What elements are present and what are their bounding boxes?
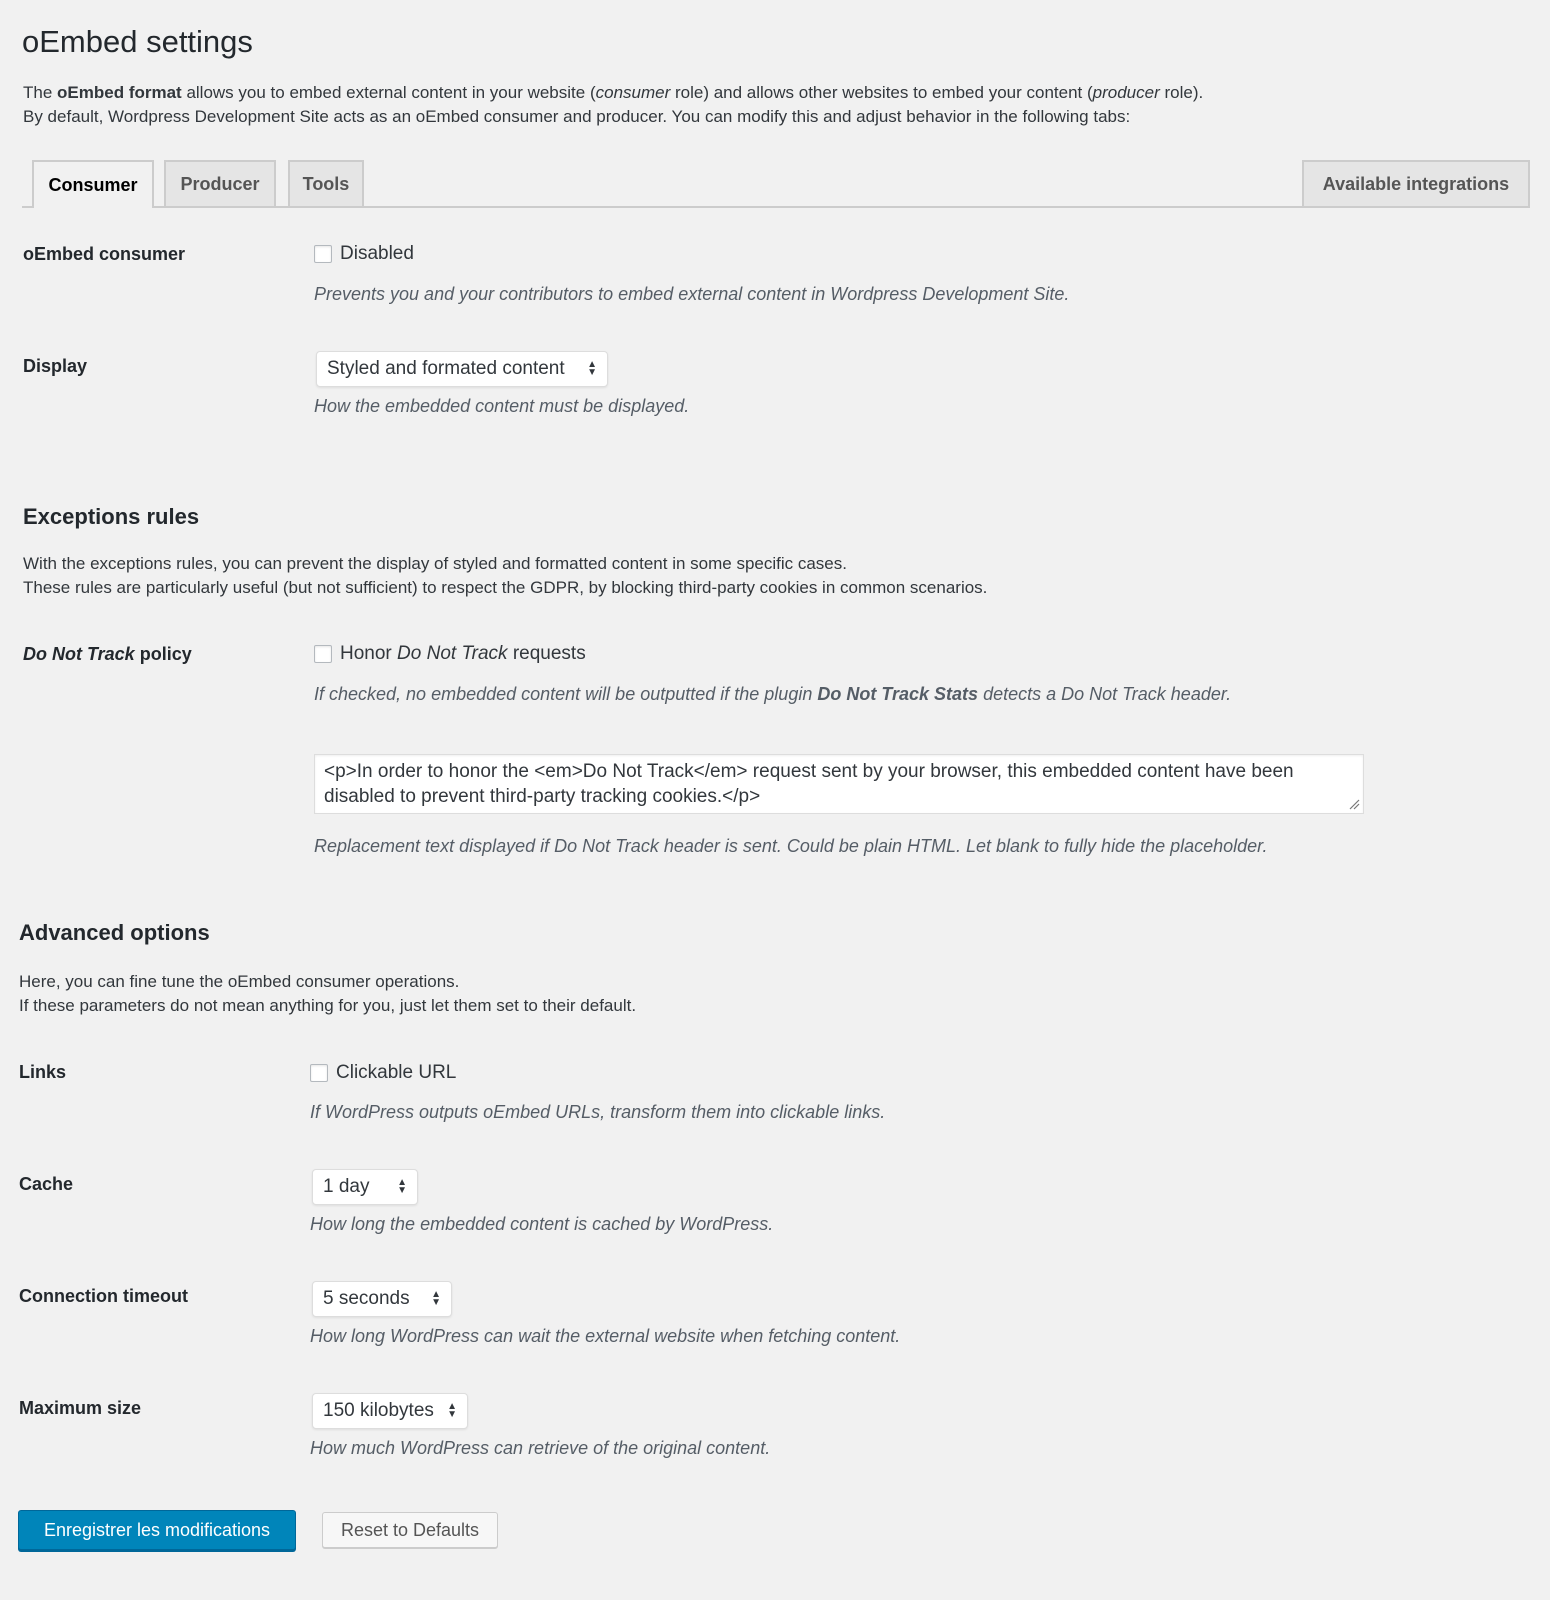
dnt-label-em: Do Not Track bbox=[23, 644, 135, 664]
advanced-l1: Here, you can fine tune the oEmbed consumer operations. bbox=[19, 972, 460, 991]
display-label: Display bbox=[23, 356, 88, 376]
consumer-disabled-checkbox[interactable] bbox=[314, 245, 332, 263]
dnt-desc-a: If checked, no embedded content will be outputted if the plugin bbox=[314, 684, 818, 704]
tab-producer[interactable]: Producer bbox=[164, 160, 276, 206]
timeout-select[interactable] bbox=[312, 1281, 452, 1317]
save-button[interactable]: Enregistrer les modifications bbox=[18, 1510, 296, 1550]
exceptions-title: Exceptions rules bbox=[23, 504, 200, 529]
exceptions-l1: With the exceptions rules, you can prevent the display of styled and formatted content in some specific cases. bbox=[23, 554, 847, 573]
timeout-select-value: 5 seconds bbox=[323, 1288, 410, 1309]
select-arrows-icon: ▲ ▼ bbox=[397, 1177, 407, 1196]
advanced-intro bbox=[19, 970, 636, 1018]
cache-select[interactable] bbox=[312, 1169, 418, 1205]
maxsize-select-value: 150 kilobytes bbox=[323, 1400, 434, 1421]
dnt-label bbox=[23, 644, 192, 665]
display-select-value: Styled and formated content bbox=[327, 358, 565, 379]
consumer-disabled-label[interactable]: Disabled bbox=[340, 243, 414, 264]
intro-text bbox=[23, 81, 1203, 129]
intro-l1-c: allows you to embed external content in your website ( bbox=[181, 83, 596, 102]
cache-description: How long the embedded content is cached by WordPress. bbox=[310, 1214, 774, 1234]
dnt-textarea-value: <p>In order to honor the <em>Do Not Track</em> request sent by your browser, this embedded content have been disabled to prevent third-party tracking cookies.</p> bbox=[324, 761, 1294, 807]
timeout-label: Connection timeout bbox=[19, 1286, 188, 1306]
links-checkbox-row[interactable] bbox=[310, 1062, 456, 1084]
dnt-cb-b: requests bbox=[507, 643, 586, 664]
reset-defaults-button[interactable]: Reset to Defaults bbox=[322, 1512, 498, 1548]
exceptions-intro bbox=[23, 552, 987, 600]
clickable-url-checkbox[interactable] bbox=[310, 1064, 328, 1082]
advanced-title: Advanced options bbox=[19, 920, 210, 945]
select-arrows-icon: ▲ ▼ bbox=[431, 1289, 441, 1308]
display-description: How the embedded content must be displayed. bbox=[314, 396, 690, 416]
resize-handle-icon[interactable] bbox=[1348, 798, 1360, 810]
dnt-cb-a: Honor bbox=[340, 643, 398, 664]
intro-l1-a: The bbox=[23, 83, 58, 102]
cache-label: Cache bbox=[19, 1174, 74, 1194]
dnt-replacement-textarea[interactable] bbox=[314, 754, 1364, 814]
links-label: Links bbox=[19, 1062, 67, 1082]
advanced-l2: If these parameters do not mean anything for you, just let them set to their default. bbox=[19, 996, 637, 1015]
links-description: If WordPress outputs oEmbed URLs, transform them into clickable links. bbox=[310, 1102, 886, 1122]
exceptions-l2: These rules are particularly useful (but not sufficient) to respect the GDPR, by blocking third-party cookies in common scenarios. bbox=[23, 578, 988, 597]
dnt-checkbox-row[interactable] bbox=[314, 643, 586, 665]
select-arrows-icon: ▲ ▼ bbox=[447, 1401, 457, 1420]
consumer-description: Prevents you and your contributors to embed external content in Wordpress Development Site. bbox=[314, 284, 1070, 304]
tab-tools[interactable]: Tools bbox=[288, 160, 364, 206]
dnt-description bbox=[314, 684, 1231, 705]
consumer-label: oEmbed consumer bbox=[23, 244, 186, 264]
dnt-cb-em: Do Not Track bbox=[397, 643, 508, 664]
dnt-desc-c: detects a Do Not Track header. bbox=[978, 684, 1232, 704]
maxsize-description: How much WordPress can retrieve of the original content. bbox=[310, 1438, 771, 1458]
consumer-disabled-checkbox-row[interactable] bbox=[314, 243, 414, 265]
dnt-label-rest: policy bbox=[134, 644, 192, 664]
timeout-description: How long WordPress can wait the external website when fetching content. bbox=[310, 1326, 901, 1346]
select-arrows-icon: ▲ ▼ bbox=[587, 359, 597, 378]
dnt-textarea-description: Replacement text displayed if Do Not Track header is sent. Could be plain HTML. Let blank to fully hide the placeholder. bbox=[314, 836, 1268, 856]
intro-l1-g: role). bbox=[1159, 83, 1204, 102]
dnt-desc-b: Do Not Track Stats bbox=[817, 684, 979, 704]
intro-l1-d: consumer bbox=[595, 83, 671, 102]
intro-l2: By default, Wordpress Development Site acts as an oEmbed consumer and producer. You can modify this and adjust behavior in the following tabs: bbox=[23, 107, 1131, 126]
clickable-url-label[interactable]: Clickable URL bbox=[336, 1062, 457, 1083]
tab-consumer[interactable]: Consumer bbox=[32, 160, 154, 208]
page-title: oEmbed settings bbox=[22, 24, 253, 59]
intro-l1-f: producer bbox=[1092, 83, 1160, 102]
intro-l1-b: oEmbed format bbox=[57, 83, 182, 102]
display-select[interactable] bbox=[316, 351, 608, 387]
intro-l1-e: role) and allows other websites to embed your content ( bbox=[670, 83, 1093, 102]
dnt-checkbox[interactable] bbox=[314, 645, 332, 663]
dnt-checkbox-label[interactable] bbox=[340, 643, 586, 665]
cache-select-value: 1 day bbox=[323, 1176, 370, 1197]
maxsize-select[interactable] bbox=[312, 1393, 468, 1429]
tab-available-integrations[interactable]: Available integrations bbox=[1302, 160, 1530, 208]
maxsize-label: Maximum size bbox=[19, 1398, 142, 1418]
